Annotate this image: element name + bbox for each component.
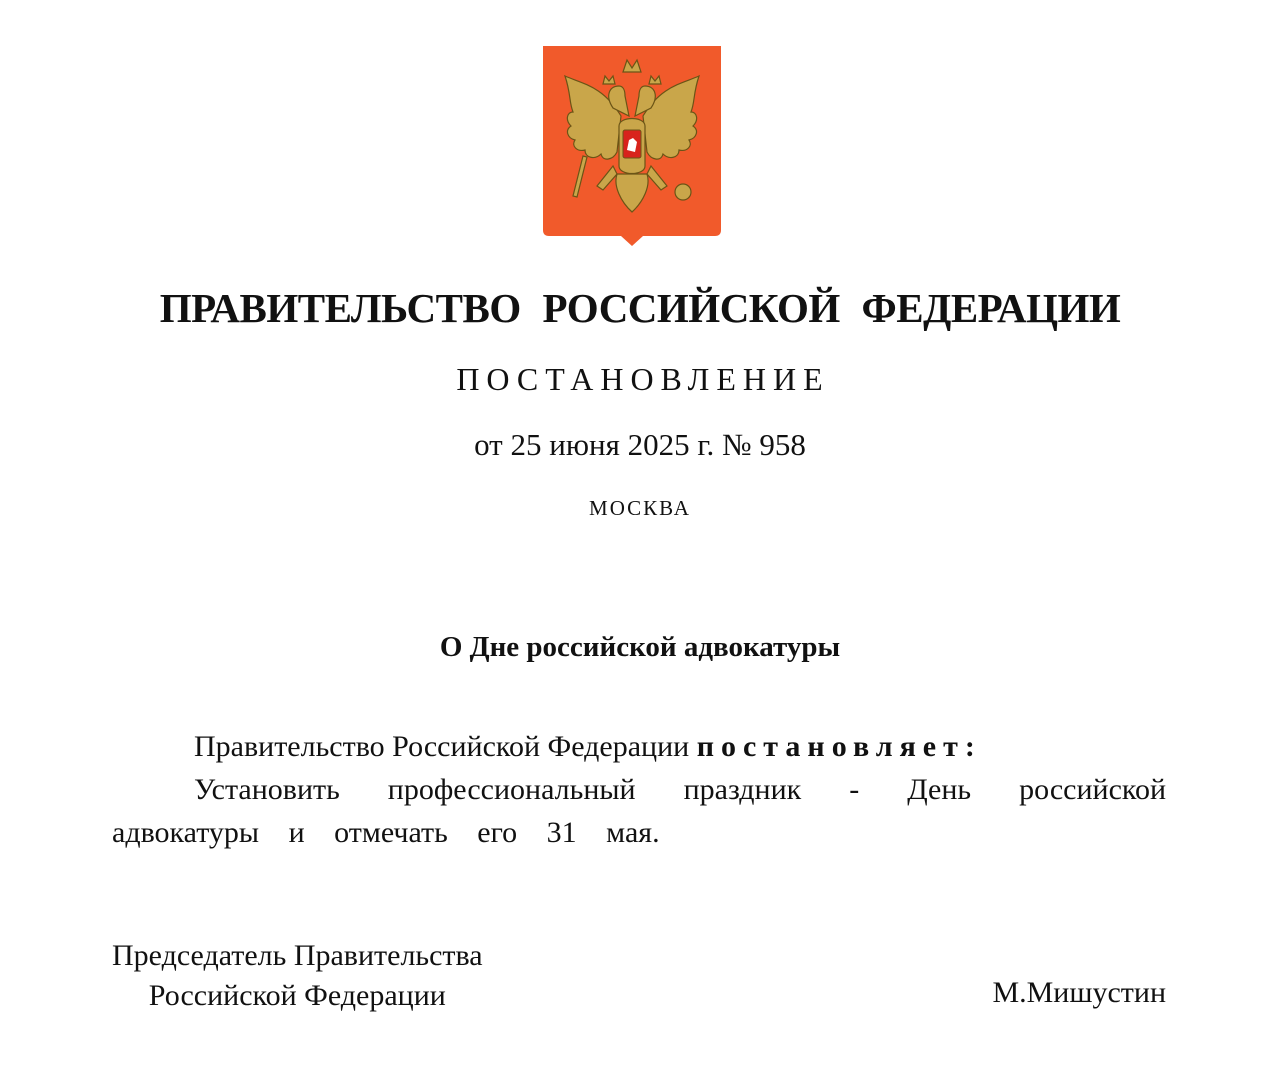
resolution-verb: постановляет: — [696, 730, 982, 763]
russian-coat-of-arms-icon — [543, 46, 721, 246]
paragraph-resolution — [112, 725, 1166, 768]
paragraph-decision: Установить профессиональный праздник - День российской адвокатуры и отмечать его 31 мая. — [112, 773, 1166, 849]
resolution-lead: Правительство Российской Федерации — [194, 730, 697, 763]
signatory-position-line1: Председатель Правительства — [112, 939, 483, 972]
document-type: ПОСТАНОВЛЕНИЕ — [456, 361, 830, 397]
signatory-position-line2: Российской Федерации — [148, 979, 446, 1012]
document-subject: О Дне российской адвокатуры — [439, 631, 841, 663]
signatory-name: М.Мишустин — [992, 976, 1166, 1009]
document-date-number: от 25 июня 2025 г. № 958 — [474, 427, 806, 462]
emblem — [543, 46, 721, 246]
government-title: ПРАВИТЕЛЬСТВО РОССИЙСКОЙ ФЕДЕРАЦИИ — [159, 285, 1121, 331]
signatory-position — [112, 936, 483, 1016]
document-city: МОСКВА — [589, 496, 691, 520]
